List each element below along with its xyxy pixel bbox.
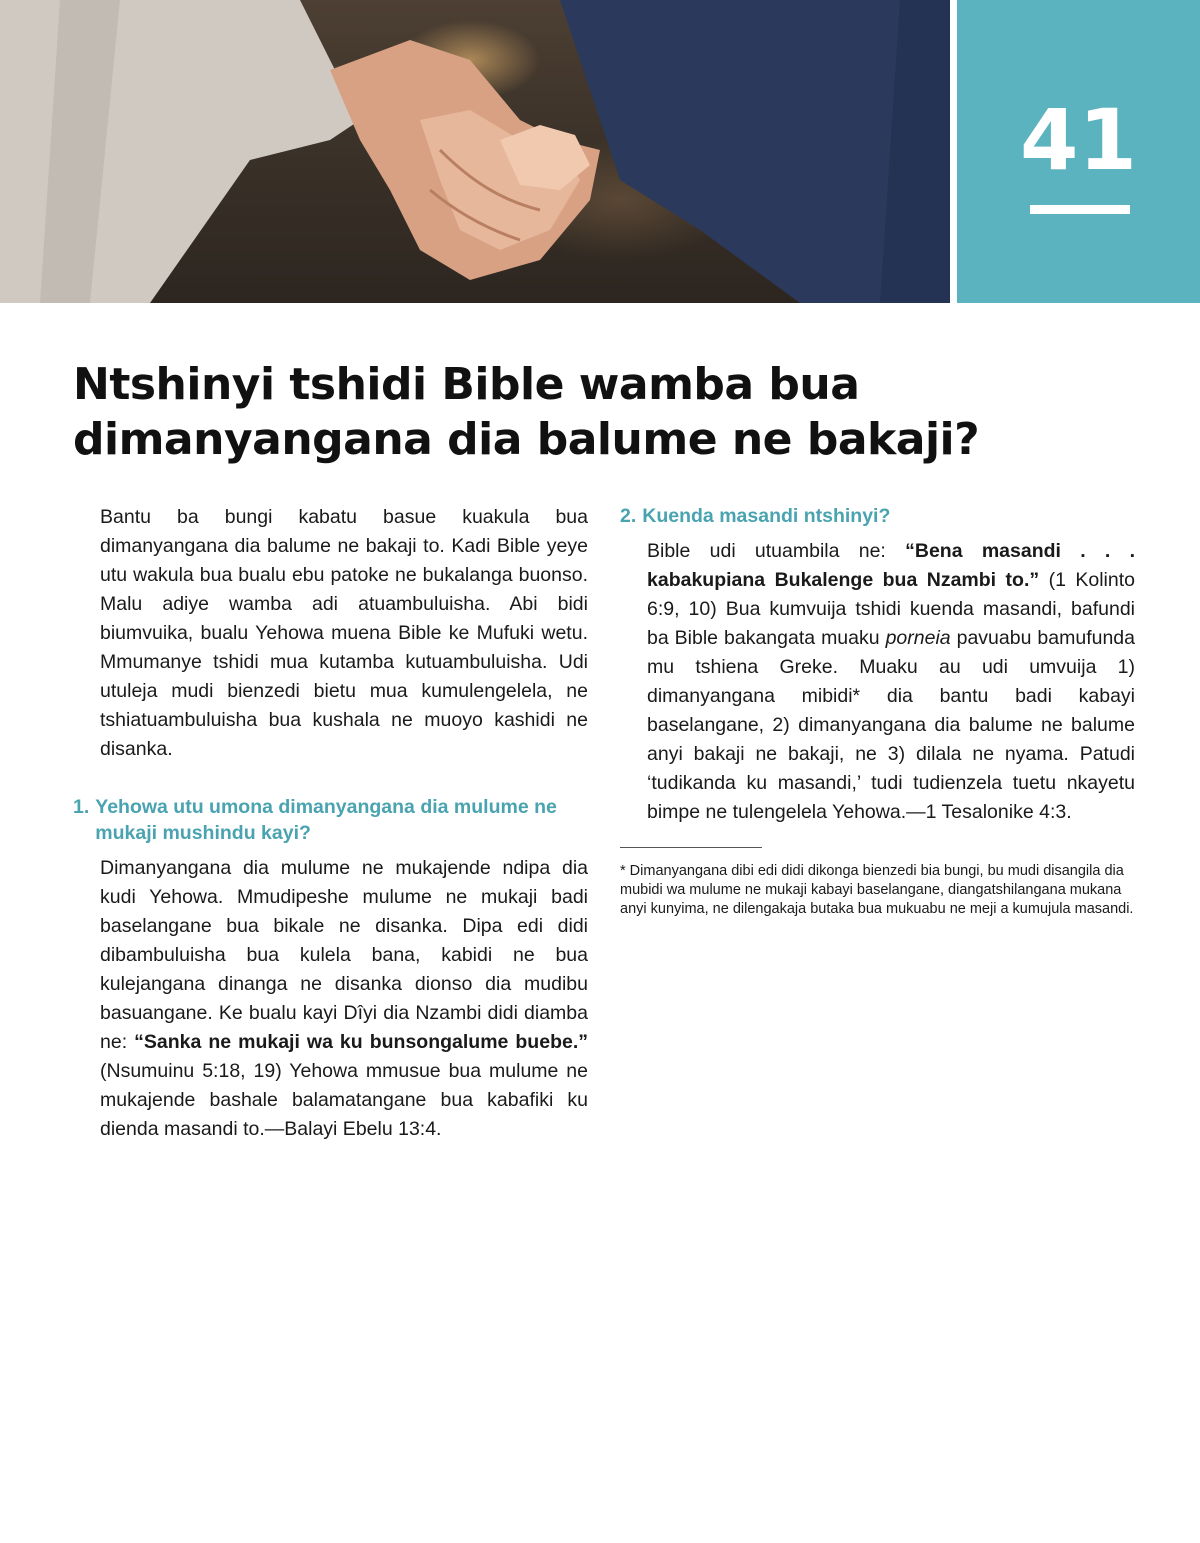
answer-text: (Nsumuinu 5:18, 19) Yehowa mmusue bua mulume ne mukajende bashale balamatangane bua kabafiki ku dienda masandi to.—Balayi Ebelu 13:4. <box>100 1060 588 1140</box>
answer-text: (1 Kolinto 6:9, 10) Bua kumvuija tshidi kuenda masandi, bafundi ba Bible bakangata muaku <box>647 569 1135 649</box>
answer-text: pavuabu bamufunda mu tshiena Greke. Muaku au udi umvuija 1) dimanyangana mibidi* dia bantu badi kabayi baselangane, 2) dimanyangana dia balume ne balume anyi bakaji ne bakaji, ne 3) dilala ne nyama. Patudi ‘tudikanda ku masandi,’ tudi tudienzela tuetu nkayetu bimpe ne tulengelela Yehowa.—1 Tesalonike 4:3. <box>647 627 1135 823</box>
intro-paragraph: Bantu ba bungi kabatu basue kuakula bua dimanyangana dia balume ne bakaji to. Kadi Bible yeye utu wakula bua bualu ebu patoke ne bukalanga buonso. Malu adiye wamba adi atuambuluisha. Abi bidi biumvuika, bualu Yehowa muena Bible ke Mufuki wetu. Mmumanye tshidi mua kutamba kutuambuluisha. Udi utuleja mudi bienzedi bietu mua kumulengelela, ne tshiatuambuluisha bua kushala ne muoyo kashidi ne disanka. <box>100 506 588 760</box>
greek-word: porneia <box>885 627 951 649</box>
question-number: 1. <box>73 796 90 818</box>
question-text: Kuenda masandi ntshinyi? <box>642 505 891 527</box>
answer-paragraph-2 <box>620 537 1135 827</box>
answer-text: Dimanyangana dia mulume ne mukajende ndipa dia kudi Yehowa. Mmudipeshe mulume ne mukaji badi baselangane bua bikale ne disanka. Dipa edi didi dibambuluisha bua kulela bana, kabidi ne bua kulejangana dinanga ne disanka dionso dia mudibu basuangane. Ke bualu kayi Dîyi dia Nzambi didi diamba ne: <box>100 857 588 1053</box>
answer-paragraph-1 <box>73 854 588 1144</box>
page-title <box>73 357 1133 467</box>
answer-text: Bible udi utuambila ne: <box>647 540 906 562</box>
bible-quote: “Sanka ne mukaji wa ku bunsongalume buebe.” <box>134 1031 588 1053</box>
lesson-number: 41 <box>1020 91 1137 189</box>
page-title-line-2: dimanyangana dia balume ne bakaji? <box>73 414 980 465</box>
footnote: * Dimanyangana dibi edi didi dikonga bienzedi bia bungi, bu mudi disangila dia mubidi wa mulume ne mukaji kabayi baselangane, diangatshilangana mukana anyi kunyima, ne dilengakaja butaka bua mukuabu ne meji a kumujula masandi. <box>620 863 1134 917</box>
page-title-line-1: Ntshinyi tshidi Bible wamba bua <box>73 359 860 410</box>
bible-quote: “Bena masandi . . . kabakupiana Bukalenge bua Nzambi to.” <box>647 540 1135 591</box>
question-text: Yehowa utu umona dimanyangana dia mulume ne mukaji mushindu kayi? <box>95 796 557 844</box>
hands-illustration <box>0 0 950 303</box>
question-heading-1 <box>73 794 588 846</box>
hero-photo-holding-hands <box>0 0 950 303</box>
lesson-number-tile <box>957 0 1200 303</box>
footnote-divider <box>620 847 762 848</box>
left-column <box>73 503 588 1144</box>
question-heading-2 <box>620 503 1135 529</box>
right-column <box>620 503 1135 919</box>
lesson-number-underline <box>1030 205 1130 214</box>
question-number: 2. <box>620 505 637 527</box>
